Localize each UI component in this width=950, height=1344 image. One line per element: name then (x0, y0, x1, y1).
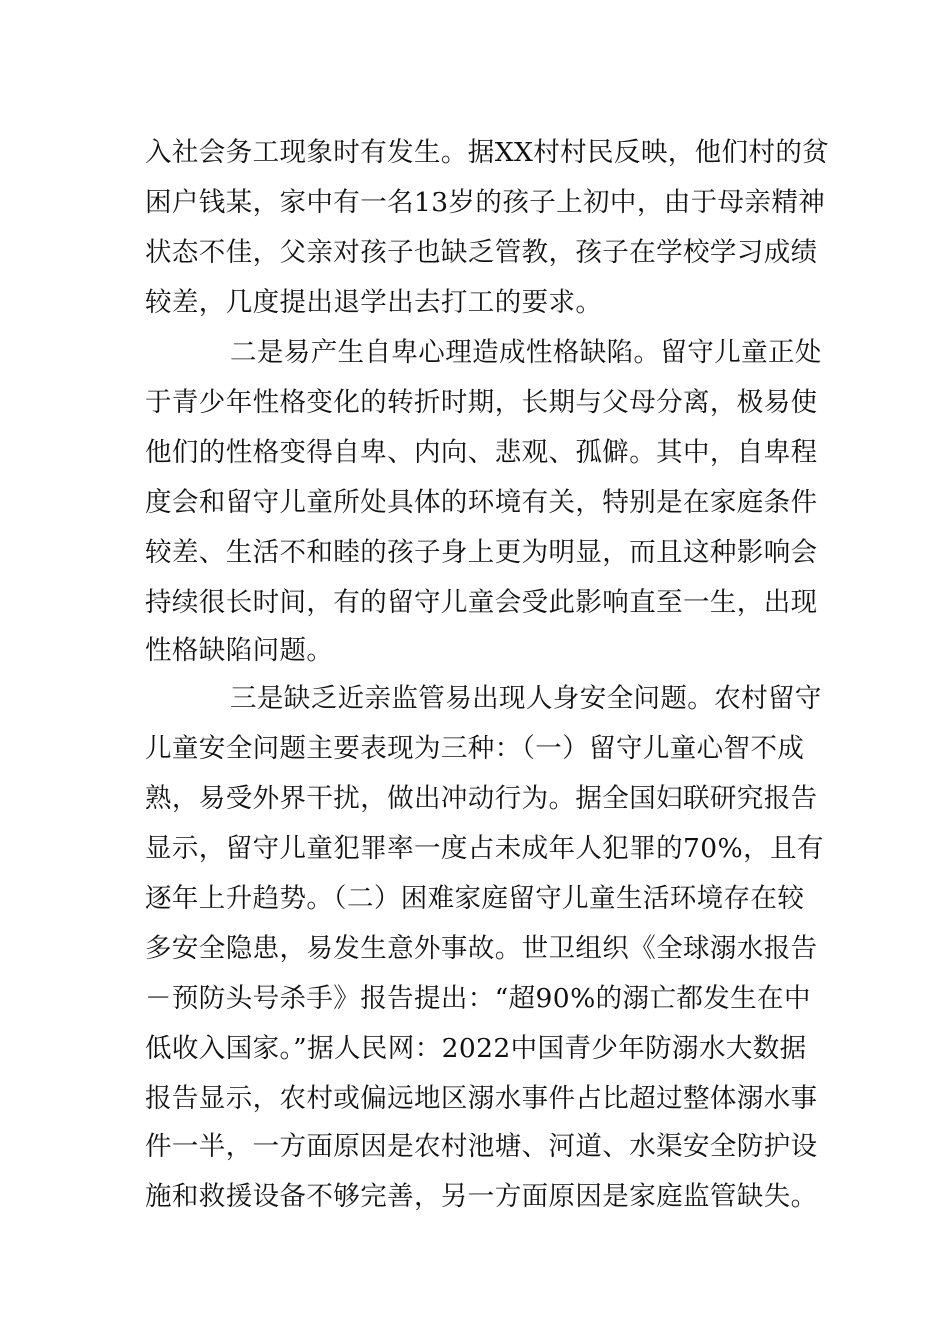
text-line: 性格缺陷问题。 (145, 635, 334, 666)
text-line: －预防头号杀手》报告提出：“超90%的溺亡都发生在中 (145, 983, 811, 1014)
text-line: 度会和留守儿童所处具体的环境有关，特别是在家庭条件 (145, 487, 818, 518)
text-line: 逐年上升趋势。（二）困难家庭留守儿童生活环境存在较 (145, 883, 805, 914)
text-line: 较差，几度提出退学出去打工的要求。 (145, 287, 603, 318)
paragraph-heading-line: 三是缺乏近亲监管易出现人身安全问题。农村留守 (230, 683, 822, 714)
text-line: 于青少年性格变化的转折时期，长期与父母分离，极易使 (145, 387, 818, 418)
text-line: 施和救援设备不够完善，另一方面原因是家庭监管缺失。 (145, 1181, 818, 1212)
text-line: 较差、生活不和睦的孩子身上更为明显，而且这种影响会 (145, 537, 818, 568)
text-line: 儿童安全问题主要表现为三种：（一）留守儿童心智不成 (145, 733, 805, 764)
text-line: 显示，留守儿童犯罪率一度占未成年人犯罪的70%，且有 (145, 833, 824, 864)
text-line: 困户钱某，家中有一名13岁的孩子上初中，由于母亲精神 (145, 187, 826, 218)
text-line: 报告显示，农村或偏远地区溺水事件占比超过整体溺水事 (145, 1083, 818, 1114)
text-line: 状态不佳，父亲对孩子也缺乏管教，孩子在学校学习成绩 (145, 237, 818, 268)
text-line: 件一半，一方面原因是农村池塘、河道、水渠安全防护设 (145, 1131, 818, 1162)
text-line: 多安全隐患，易发生意外事故。世卫组织《全球溺水报告 (145, 933, 818, 964)
text-line: 熟，易受外界干扰，做出冲动行为。据全国妇联研究报告 (145, 783, 818, 814)
text-line: 持续很长时间，有的留守儿童会受此影响直至一生，出现 (145, 587, 818, 618)
paragraph-heading-line: 二是易产生自卑心理造成性格缺陷。留守儿童正处 (230, 337, 822, 368)
text-line: 他们的性格变得自卑、内向、悲观、孤僻。其中，自卑程 (145, 437, 818, 468)
text-line: 入社会务工现象时有发生。据XX村村民反映，他们村的贫 (145, 137, 830, 168)
text-line: 低收入国家。”据人民网：2022中国青少年防溺水大数据 (145, 1033, 807, 1064)
